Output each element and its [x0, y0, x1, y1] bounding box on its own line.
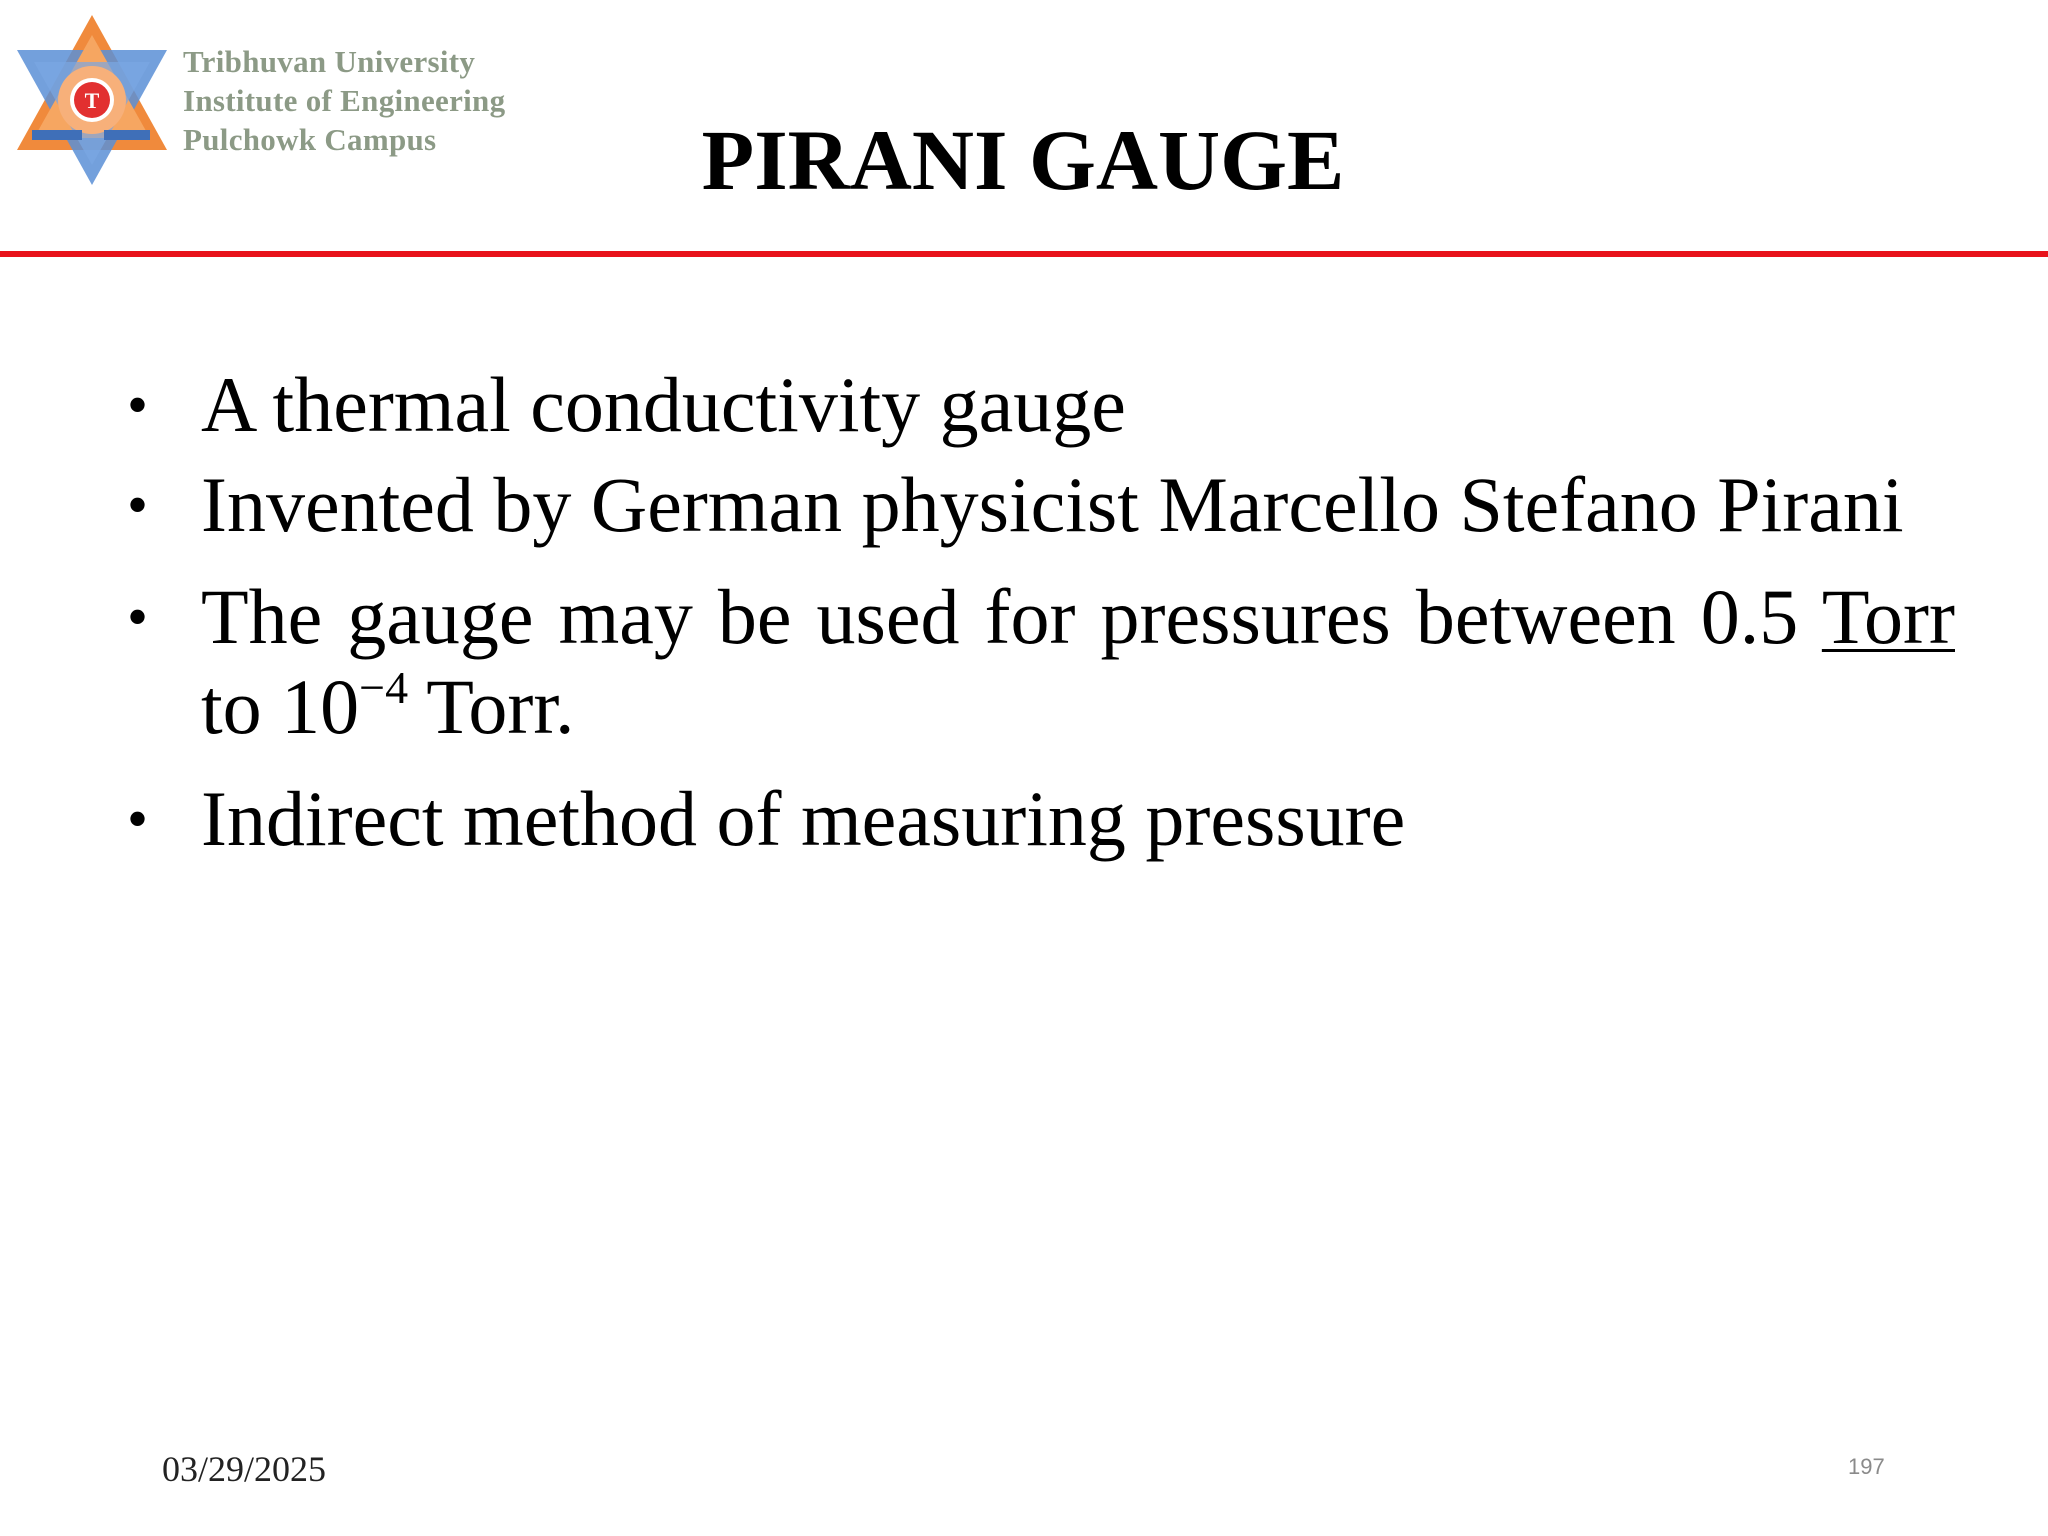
bullet-text-post: Torr. — [408, 663, 575, 750]
institution-line-3: Pulchowk Campus — [183, 122, 437, 157]
institution-line-2: Institute of Engineering — [183, 83, 506, 118]
bullet-text: A thermal conductivity gauge — [201, 361, 1126, 448]
footer-date: 03/29/2025 — [162, 1449, 327, 1489]
bullet-text-pre: The gauge may be used for pressures between 0.5 — [201, 573, 1822, 660]
slide-number: 197 — [1848, 1454, 1885, 1479]
svg-text:T: T — [84, 88, 100, 113]
bullet-marker: • — [127, 472, 149, 538]
bullet-text-underlined: Torr — [1821, 573, 1955, 660]
bullet-text: Indirect method of measuring pressure — [201, 775, 1406, 862]
bullet-item — [125, 360, 1955, 450]
slide-title-container — [0, 105, 2048, 215]
header-divider — [0, 251, 2048, 257]
bullet-marker: • — [127, 372, 149, 438]
slide-title: PIRANI GAUGE — [701, 112, 1345, 208]
bullet-text: Invented by German physicist Marcello Stefano Pirani — [201, 461, 1904, 548]
bullet-marker: • — [127, 584, 149, 650]
bullet-item — [125, 774, 1955, 864]
bullet-marker: • — [127, 786, 149, 852]
bullet-item — [125, 572, 1955, 752]
bullet-text-mid: to 10 — [201, 663, 360, 750]
bullet-item — [125, 460, 1955, 550]
bullet-text-exponent: −4 — [359, 662, 409, 713]
bullet-list — [125, 360, 1955, 876]
institution-line-1: Tribhuvan University — [183, 44, 476, 79]
